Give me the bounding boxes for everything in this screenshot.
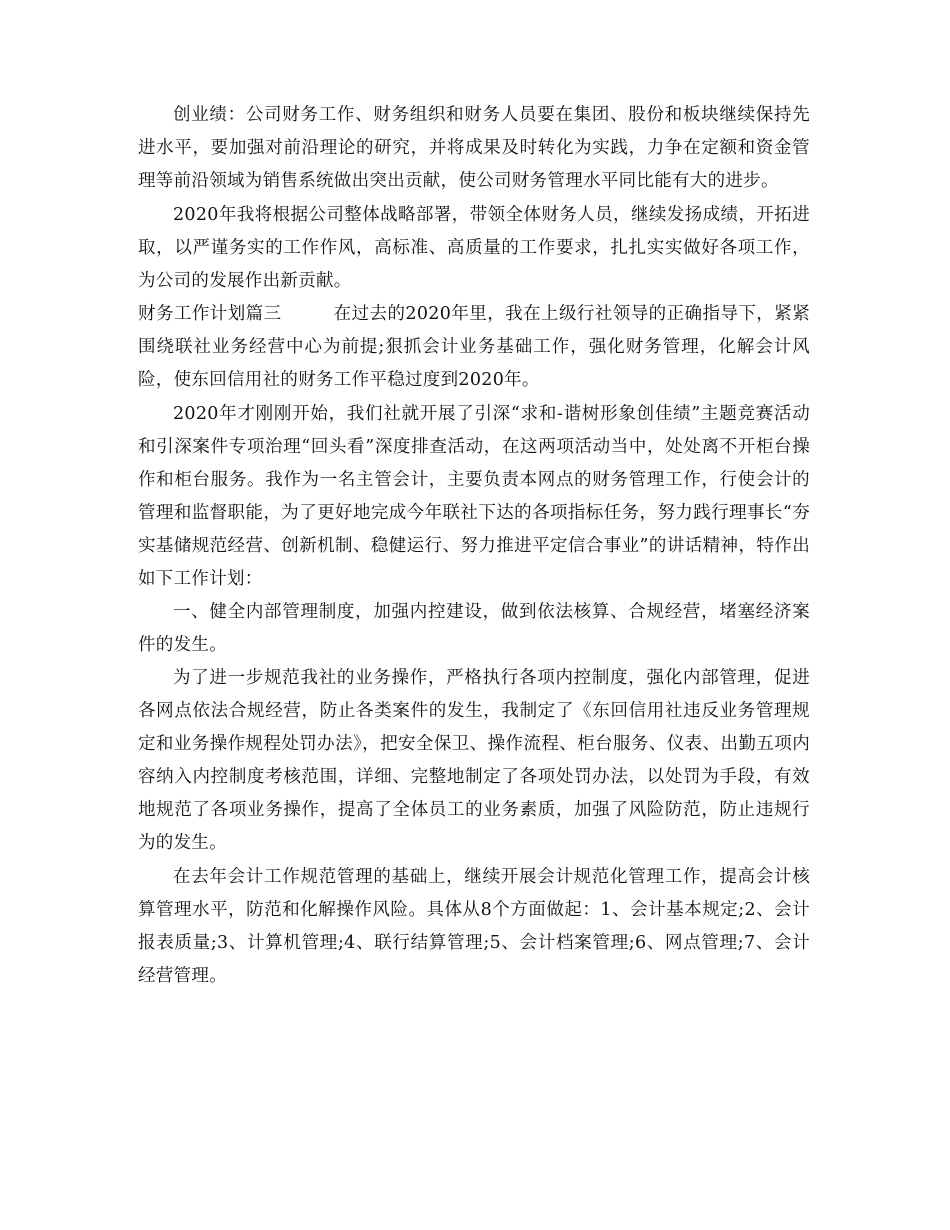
section-heading: 财务工作计划篇三 <box>138 304 282 324</box>
paragraph-4: 2020年才刚刚开始，我们社就开展了引深“求和-谐树形象创佳绩”主题竞赛活动和引深案件专项治理“回头看”深度排查活动，在这两项活动当中，处处离不开柜台操作和柜台服务。我作为一名主管会计，主要负责本网点的财务管理工作，行使会计的管理和监督职能，为了更好地完成今年联社下达的各项指标任务，努力践行理事长“夯实基储规范经营、创新机制、稳健运行、努力推进平定信合事业”的讲话精神，特作出如下工作计划： <box>138 404 810 589</box>
paragraph-2: 2020年我将根据公司整体战略部署，带领全体财务人员，继续发扬成绩，开拓进取，以严谨务实的工作作风，高标准、高质量的工作要求，扎扎实实做好各项工作，为公司的发展作出新贡献。 <box>138 205 810 291</box>
paragraph-1: 创业绩：公司财务工作、财务组织和财务人员要在集团、股份和板块继续保持先进水平，要加强对前沿理论的研究，并将成果及时转化为实践，力争在定额和资金管理等前沿领域为销售系统做出突出贡献，使公司财务管理水平同比能有大的进步。 <box>138 105 810 191</box>
paragraph-5: 一、健全内部管理制度，加强内控建设，做到依法核算、合规经营，堵塞经济案件的发生。 <box>138 602 810 655</box>
paragraph-3 <box>138 298 810 397</box>
paragraph-3-text: 在过去的2020年里，我在上级行社领导的正确指导下，紧紧围绕联社业务经营中心为前提;狠抓会计业务基础工作，强化财务管理，化解会计风险，使东回信用社的财务工作平稳过度到2020年。 <box>138 304 810 390</box>
paragraph-6: 为了进一步规范我社的业务操作，严格执行各项内控制度，强化内部管理，促进各网点依法合规经营，防止各类案件的发生，我制定了《东回信用社违反业务管理规定和业务操作规程处罚办法》，把安全保卫、操作流程、柜台服务、仪表、出勤五项内容纳入内控制度考核范围，详细、完整地制定了各项处罚办法，以处罚为手段，有效地规范了各项业务操作，提高了全体员工的业务素质，加强了风险防范，防止违规行为的发生。 <box>138 668 810 853</box>
paragraph-7: 在去年会计工作规范管理的基础上，继续开展会计规范化管理工作，提高会计核算管理水平，防范和化解操作风险。具体从8个方面做起：1、会计基本规定;2、会计报表质量;3、计算机管理;4、联行结算管理;5、会计档案管理;6、网点管理;7、会计经营管理。 <box>138 867 810 986</box>
document-body <box>138 99 810 993</box>
